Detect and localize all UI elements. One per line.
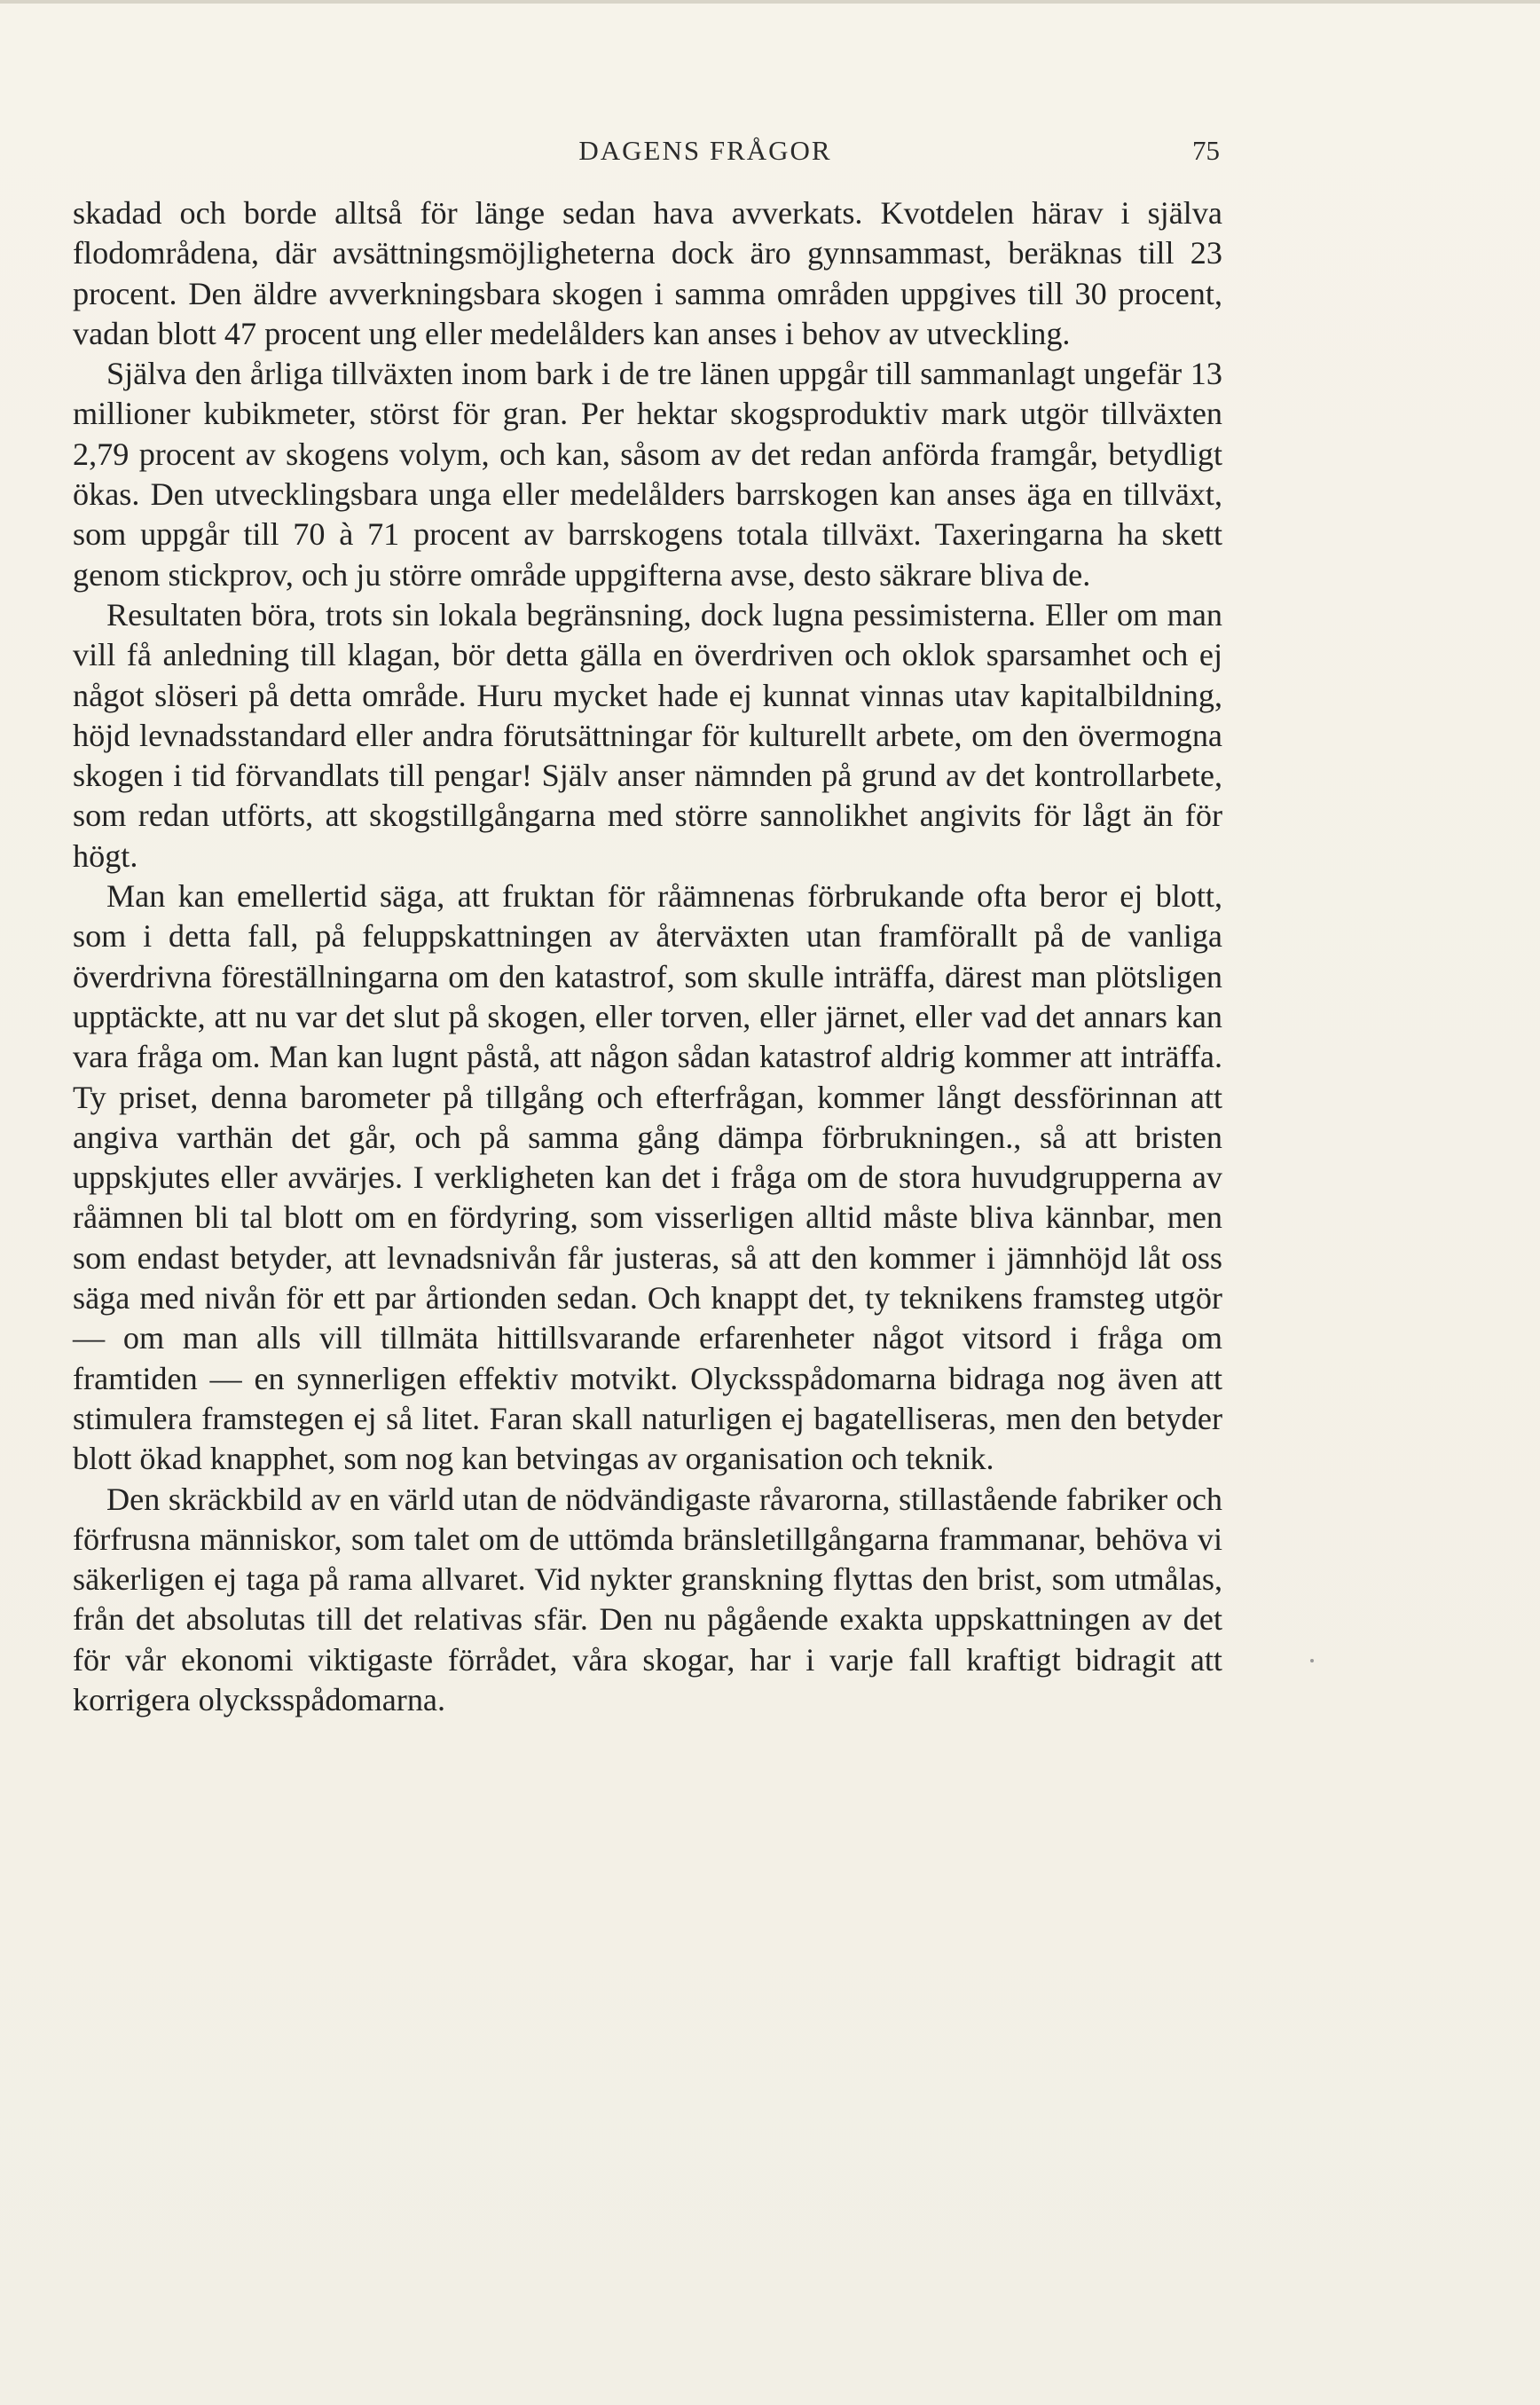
paragraph-4: Man kan emellertid säga, att fruktan för råämnenas förbrukande ofta beror ej blott, som i detta fall, på feluppskattningen av återväxten utan framförallt på de vanliga överdrivna föreställningarna om den katastrof, som skulle inträffa, därest man plötsligen upptäckte, att nu var det slut på skogen, eller torven, eller järnet, eller vad det annars kan vara fråga om. Man kan lugnt påstå, att någon sådan katastrof aldrig kommer att inträffa. Ty priset, denna barometer på tillgång och efterfrågan, kommer långt dessförinnan att angiva varthän det går, och på samma gång dämpa förbrukningen., så att bristen uppskjutes eller avvärjes. I verkligheten kan det i fråga om de stora huvudgrupperna av råämnen bli tal blott om en fördyring, som visserligen alltid måste bliva kännbar, men som endast betyder, att levnadsnivån får justeras, så att den kommer i jämnhöjd låt oss säga med nivån för ett par årtionden sedan. Och knappt det, ty teknikens framsteg utgör — om man alls vill tillmäta hittillsvarande erfarenheter något vitsord i fråga om framtiden — en synnerligen effektiv motvikt. Olycksspådomarna bidraga nog även att stimulera framstegen ej så litet. Faran skall naturligen ej bagatelliseras, men den betyder blott ökad knapphet, som nog kan betvingas av organisation och teknik. [73, 878, 1222, 1477]
margin-speck [1310, 1659, 1314, 1662]
paragraph-2: Själva den årliga tillväxten inom bark i de tre länen uppgår till sammanlagt ungefär 13 millioner kubikmeter, störst för gran. Per hektar skogsproduktiv mark utgör tillväxten 2,79 procent av skogens volym, och kan, såsom av det redan anförda framgår, betydligt ökas. Den utvecklingsbara unga eller medelålders barrskogen kan anses äga en tillväxt, som uppgår till 70 à 71 procent av barrskogens totala tillväxt. Taxeringarna ha skett genom stickprov, och ju större område uppgifterna avse, desto säkrare bliva de. [73, 356, 1222, 593]
page-top-edge [0, 0, 1540, 4]
paragraph-3: Resultaten böra, trots sin lokala begränsning, dock lugna pessimisterna. Eller om man vill få anledning till klagan, bör detta gälla en överdriven och oklok sparsamhet och ej något slöseri på detta område. Huru mycket hade ej kunnat vinnas utav kapitalbildning, höjd levnadsstandard eller andra förutsättningar för kulturellt arbete, om den övermogna skogen i tid förvandlats till pengar! Själv anser nämnden på grund av det kontrollarbete, som redan utförts, att skogstillgångarna med större sannolikhet angivits för lågt än för högt. [73, 596, 1222, 874]
paragraph-5: Den skräckbild av en värld utan de nödvändigaste råvarorna, stillastående fabriker och förfrusna människor, som talet om de uttömda bränsletillgångarna frammanar, behöva vi säkerligen ej taga på rama allvaret. Vid nykter granskning flyttas den brist, som utmålas, från det absolutas till det relativas sfär. Den nu pågående exakta uppskattningen av det för vår ekonomi viktigaste förrådet, våra skogar, har i varje fall kraftigt bidragit att korrigera olycksspådomarna. [73, 1481, 1222, 1717]
page-header [0, 135, 1540, 179]
body-text [73, 193, 1222, 2110]
running-title: DAGENS FRÅGOR [578, 135, 832, 166]
paragraph-1: skadad och borde alltså för länge sedan hava avverkats. Kvotdelen härav i själva flodområdena, där avsättningsmöjligheterna dock äro gynnsammast, beräknas till 23 procent. Den äldre avverkningsbara skogen i samma områden uppgives till 30 procent, vadan blott 47 procent ung eller medelålders kan anses i behov av utveckling. [73, 195, 1222, 351]
page-number: 75 [1192, 135, 1220, 166]
